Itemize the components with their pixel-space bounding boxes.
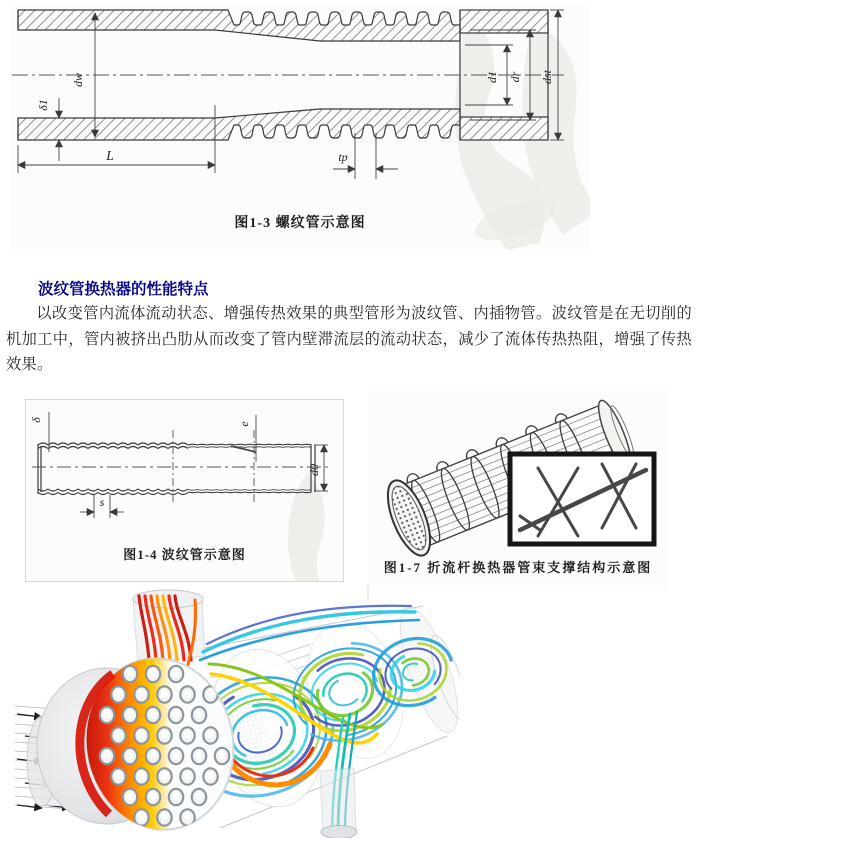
cfd-heat-exchanger [15,586,460,838]
figure-1-7-rod-baffle-bundle-scan [368,390,668,590]
dimension-lines [49,412,328,518]
tube-end-caps [38,444,315,494]
figure-1-3-threaded-tube-scan [10,5,590,250]
figure-1-7-caption: 图1-7 折流杆换热器管束支撑结构示意图 [383,560,653,575]
label-delta1: δ1 [36,99,50,111]
label-d1: d1 [485,71,499,83]
figure-1-4-caption: 图1-4 波纹管示意图 [123,547,246,562]
figure-1-3-caption: 图1-3 螺纹管示意图 [234,216,366,231]
label-tp: tp [338,150,348,164]
figure-1-4-corrugated-tube-scan [25,399,344,582]
label-e: e [237,421,251,427]
watermark-calligraphy [288,472,338,581]
label-s: s [99,495,105,509]
label-d0: d0 [307,464,321,476]
body-paragraph: 以改变管内流体流动状态、增强传热效果的典型管形为波纹管、内插物管。波纹管是在无切削的机加工中，管内被挤出凸肋从而改变了管内壁滞流层的流动状态，减少了流体传热热阻，增强了传热效果。 [6,305,692,374]
label-dw: dw [71,72,85,88]
cfd-simulation-image [15,586,460,838]
bottom-outlet-nozzle [320,768,357,838]
rod-support-inset [510,454,654,544]
section-heading: 波纹管换热器的性能特点 [38,281,209,298]
label-dr: dr [508,71,522,83]
tube-walls [38,443,312,495]
label-L: L [106,148,114,163]
label-delta: δ [29,417,43,423]
label-dst: dst [540,69,554,85]
